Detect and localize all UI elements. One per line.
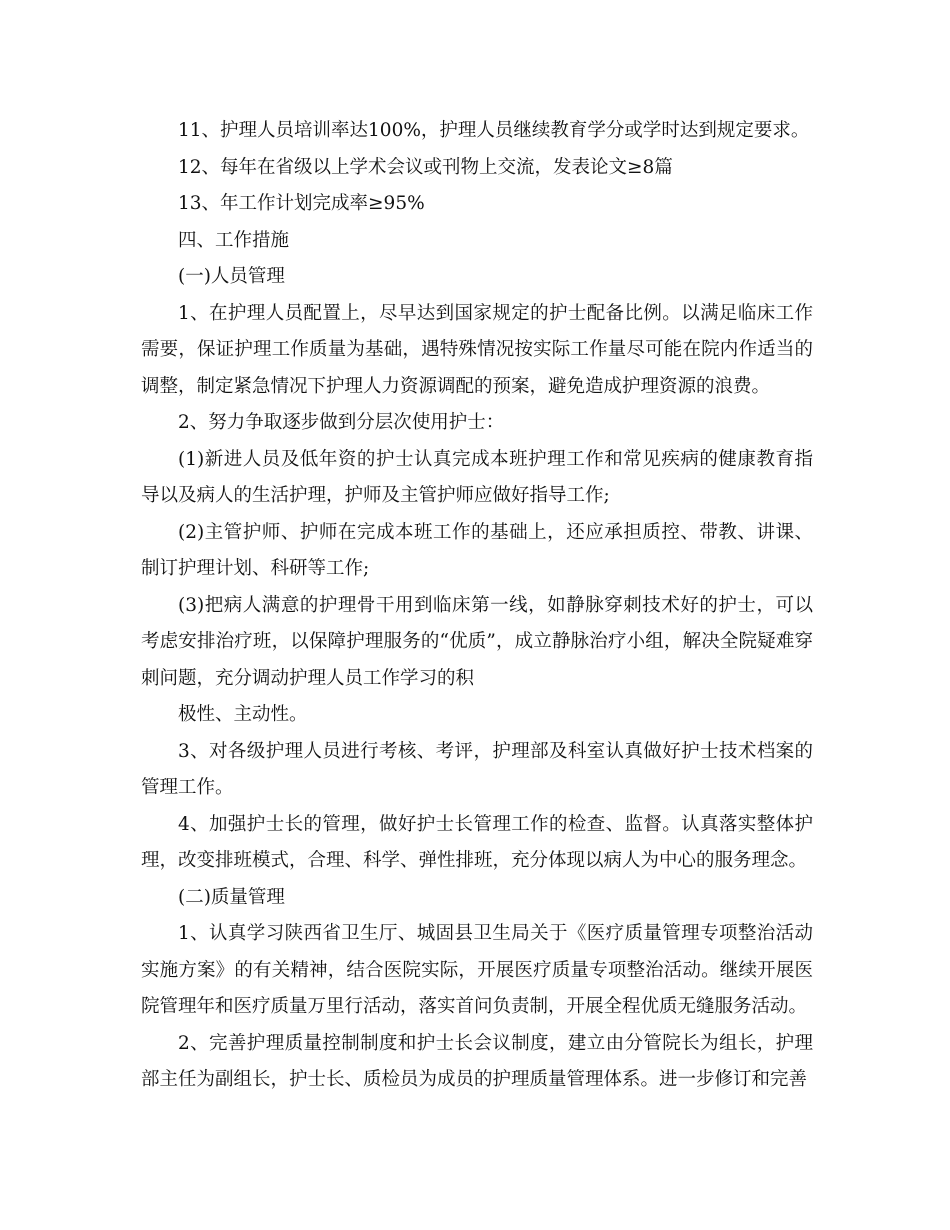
paragraph-assessment: 3、对各级护理人员进行考核、考评，护理部及科室认真做好护士技术档案的管理工作。 [141,740,813,798]
paragraph-item-1: (1)新进人员及低年资的护士认真完成本班护理工作和常见疾病的健康教育指导以及病人的生活护理，护师及主管护师应做好指导工作; [141,448,813,506]
paragraph-quality-control: 2、完善护理质量控制制度和护士长会议制度，建立由分管院长为组长，护理部主任为副组长，护士长、质检员为成员的护理质量管理体系。进一步修订和完善 [141,1032,813,1090]
paragraph-item-2: (2)主管护师、护师在完成本班工作的基础上，还应承担质控、带教、讲课、制订护理计划、科研等工作; [141,521,813,579]
paragraph-target-12: 12、每年在省级以上学术会议或刊物上交流，发表论文≥8篇 [178,156,673,178]
paragraph-staffing: 1、在护理人员配置上，尽早达到国家规定的护士配备比例。以满足临床工作需要，保证护理工作质量为基础，遇特殊情况按实际工作量尽可能在院内作适当的调整，制定紧急情况下护理人力资源调配的预案，避免造成护理资源的浪费。 [141,302,813,397]
paragraph-tiered-use: 2、努力争取逐步做到分层次使用护士： [178,412,505,433]
paragraph-target-13: 13、年工作计划完成率≥95% [178,193,425,214]
subsection-heading-quality: (二)质量管理 [178,886,285,908]
paragraph-item-3-continued: 极性、主动性。 [178,704,308,725]
paragraph-head-nurse: 4、加强护士长的管理，做好护士长管理工作的检查、监督。认真落实整体护理，改变排班模式，合理、科学、弹性排班，充分体现以病人为中心的服务理念。 [141,813,813,871]
paragraph-quality-study: 1、认真学习陕西省卫生厅、城固县卫生局关于《医疗质量管理专项整治活动实施方案》的有关精神，结合医院实际，开展医疗质量专项整治活动。继续开展医院管理年和医疗质量万里行活动，落实首问负责制，开展全程优质无缝服务活动。 [141,923,813,1017]
subsection-heading-personnel: (一)人员管理 [178,266,285,287]
paragraph-item-3: (3)把病人满意的护理骨干用到临床第一线，如静脉穿刺技术好的护士，可以考虑安排治疗班，以保障护理服务的“优质”，成立静脉治疗小组，解决全院疑难穿刺问题，充分调动护理人员工作学习的积 [141,594,813,689]
document-body [141,113,813,1099]
section-heading-measures: 四、工作措施 [178,229,290,251]
paragraph-target-11: 11、护理人员培训率达100%，护理人员继续教育学分或学时达到规定要求。 [178,120,810,141]
